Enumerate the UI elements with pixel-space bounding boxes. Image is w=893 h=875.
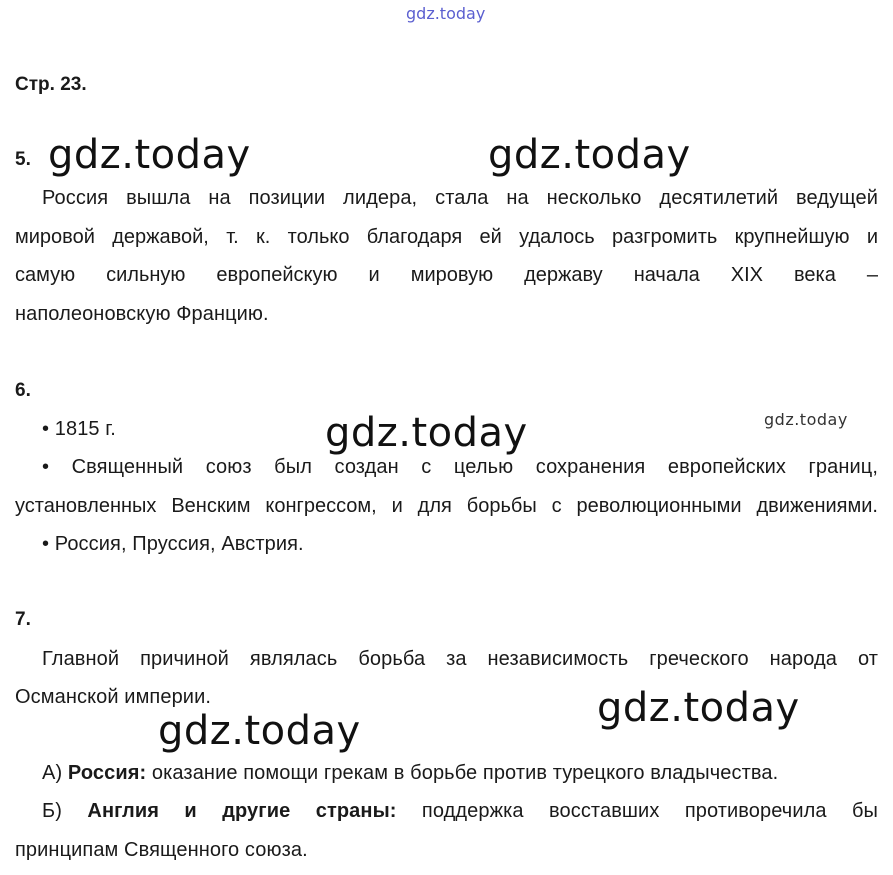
watermark: gdz.today: [597, 685, 800, 731]
watermark-top: gdz.today: [406, 4, 486, 23]
q7-a-text: оказание помощи грекам в борьбе против турецкого владычества.: [151, 762, 779, 784]
question-7-number: 7.: [15, 609, 31, 630]
q7-answer-a: [42, 762, 778, 784]
question-5-number: 5.: [15, 149, 31, 170]
watermark: gdz.today: [48, 132, 251, 178]
page-title: Стр. 23.: [15, 74, 87, 95]
q6-item-2: • Священный союз был создан с целью сохранения европейских границ,: [42, 456, 878, 478]
watermark: gdz.today: [325, 410, 528, 456]
q7-b-prefix: Б): [42, 800, 62, 822]
q6-item-2-cont: установленных Венским конгрессом, и для борьбы с революционными движениями.: [15, 495, 878, 517]
watermark: gdz.today: [158, 708, 361, 754]
q7-answer-b: [42, 800, 878, 822]
watermark: gdz.today: [488, 132, 691, 178]
q7-b-text: поддержка восставших противоречила бы: [421, 800, 879, 822]
watermark-small: gdz.today: [764, 410, 848, 429]
q7-b-label: Англия и другие страны:: [87, 800, 397, 822]
q7-a-prefix: А): [42, 762, 63, 784]
q5-line-2: мировой державой, т. к. только благодаря ей удалось разгромить крупнейшую и: [15, 226, 878, 248]
q5-line-3: самую сильную европейскую и мировую державу начала XIX века –: [15, 264, 878, 286]
q5-line-1: Россия вышла на позиции лидера, стала на несколько десятилетий ведущей: [42, 187, 878, 209]
question-6-number: 6.: [15, 380, 31, 401]
q7-line-2: Османской империи.: [15, 686, 211, 708]
q7-answer-b-cont: принципам Священного союза.: [15, 839, 308, 861]
q7-a-label: Россия:: [67, 762, 147, 784]
q6-item-3: • Россия, Пруссия, Австрия.: [42, 533, 304, 555]
q7-line-1: Главной причиной являлась борьба за независимость греческого народа от: [42, 648, 878, 670]
q6-item-1: • 1815 г.: [42, 418, 116, 440]
q5-line-4: наполеоновскую Францию.: [15, 303, 269, 325]
